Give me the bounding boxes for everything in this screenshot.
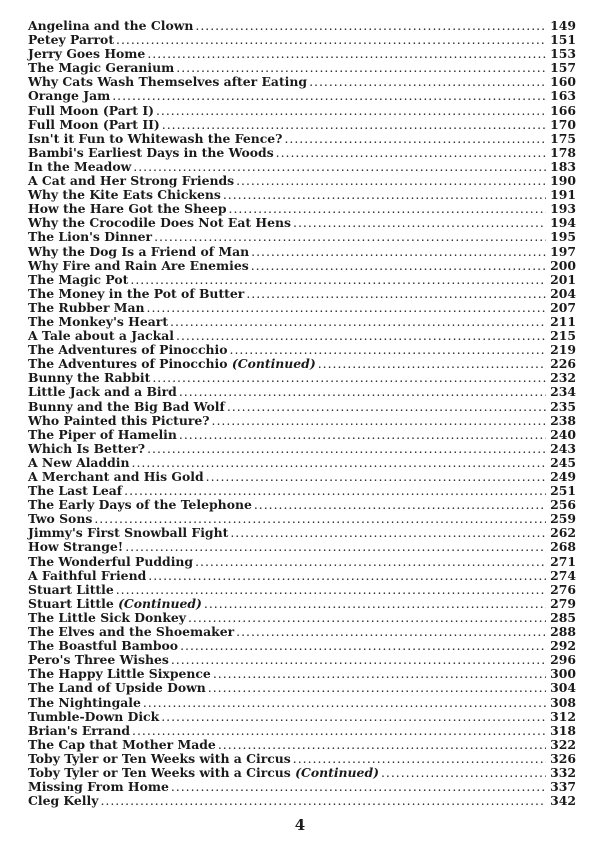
toc-entry bbox=[28, 639, 576, 653]
dot-leader bbox=[293, 216, 546, 230]
toc-entry-title-text: Jimmy's First Snowball Fight bbox=[28, 525, 229, 541]
toc-entry bbox=[28, 597, 576, 611]
toc-entry bbox=[28, 512, 576, 526]
dot-leader bbox=[179, 428, 546, 442]
toc-entry-page: 292 bbox=[550, 638, 576, 654]
dot-leader bbox=[246, 287, 546, 301]
toc-entry-title-text: The Lion's Dinner bbox=[28, 229, 153, 245]
toc-entry-title bbox=[28, 569, 146, 583]
toc-entry-title bbox=[28, 526, 228, 540]
toc-entry-page: 337 bbox=[550, 779, 576, 795]
toc-entry bbox=[28, 343, 576, 357]
toc-entry-title bbox=[28, 653, 169, 667]
toc-entry-title bbox=[28, 385, 177, 399]
toc-entry-title-text: The Rubber Man bbox=[28, 299, 145, 315]
toc-entry-title bbox=[28, 104, 154, 118]
toc-entry bbox=[28, 583, 576, 597]
toc-entry-page: 215 bbox=[550, 328, 576, 344]
dot-leader bbox=[230, 526, 546, 540]
toc-entry bbox=[28, 484, 576, 498]
toc-entry-title-text: A Merchant and His Gold bbox=[28, 469, 204, 484]
toc-entry-title bbox=[28, 414, 210, 428]
toc-entry-title-text: A Tale about a Jackal bbox=[28, 328, 174, 344]
dot-leader bbox=[254, 498, 546, 512]
toc-entry-title bbox=[28, 710, 159, 724]
toc-entry-title-text: Tumble-Down Dick bbox=[28, 708, 160, 724]
dot-leader bbox=[147, 47, 546, 61]
toc-entry-title-text: In the Meadow bbox=[28, 158, 132, 174]
toc-entry-title bbox=[28, 329, 174, 343]
dot-leader bbox=[206, 470, 546, 484]
toc-entry-page: 238 bbox=[550, 412, 576, 428]
toc-entry bbox=[28, 569, 576, 583]
dot-leader bbox=[195, 555, 546, 569]
toc-entry-title-text: Missing From Home bbox=[28, 779, 169, 795]
toc-entry-continued-note: (Continued) bbox=[295, 764, 379, 780]
dot-leader bbox=[381, 766, 546, 780]
dot-leader bbox=[94, 512, 546, 526]
toc-entry-title bbox=[28, 343, 228, 357]
toc-entry-title-text: The Boastful Bamboo bbox=[28, 638, 179, 654]
dot-leader bbox=[293, 752, 546, 766]
toc-entry-page: 240 bbox=[550, 426, 576, 442]
toc-entry-title bbox=[28, 484, 122, 498]
toc-entry-title-text: The Monkey's Heart bbox=[28, 313, 169, 329]
toc-entry-page: 204 bbox=[550, 285, 576, 301]
toc-entry-title bbox=[28, 625, 234, 639]
toc-entry-page: 194 bbox=[550, 215, 576, 231]
dot-leader bbox=[171, 780, 546, 794]
dot-leader bbox=[204, 597, 546, 611]
toc-entry-title-text: The Little Sick Donkey bbox=[28, 609, 186, 625]
toc-entry-title bbox=[28, 597, 202, 611]
dot-leader bbox=[132, 456, 546, 470]
toc-entry bbox=[28, 104, 576, 118]
toc-entry bbox=[28, 315, 576, 329]
toc-entry-title bbox=[28, 780, 169, 794]
toc-entry-title bbox=[28, 611, 186, 625]
toc-entry-title bbox=[28, 752, 291, 766]
toc-entry-title bbox=[28, 667, 211, 681]
dot-leader bbox=[125, 540, 546, 554]
dot-leader bbox=[218, 738, 546, 752]
toc-entry-title-text: The Last Leaf bbox=[28, 483, 123, 499]
page-number: 4 bbox=[294, 816, 306, 834]
toc-entry-continued-note: (Continued) bbox=[231, 356, 316, 372]
toc-entry-title bbox=[28, 357, 316, 371]
dot-leader bbox=[188, 611, 546, 625]
dot-leader bbox=[148, 569, 546, 583]
toc-entry-title-text: Jerry Goes Home bbox=[28, 46, 146, 62]
toc-entry bbox=[28, 259, 576, 273]
toc-entry-title bbox=[28, 47, 145, 61]
toc-entry-page: 326 bbox=[550, 750, 576, 766]
toc-entry-title-text: How the Hare Got the Sheep bbox=[28, 201, 227, 217]
toc-entry-page: 163 bbox=[550, 88, 576, 104]
toc-entry bbox=[28, 498, 576, 512]
toc-entry bbox=[28, 329, 576, 343]
toc-entry bbox=[28, 61, 576, 75]
dot-leader bbox=[180, 639, 546, 653]
toc-entry-page: 332 bbox=[550, 764, 576, 780]
toc-entry bbox=[28, 202, 576, 216]
toc-entry bbox=[28, 414, 576, 428]
toc-entry bbox=[28, 47, 576, 61]
toc-entry-title-text: Why Cats Wash Themselves after Eating bbox=[28, 74, 308, 90]
dot-leader bbox=[147, 442, 546, 456]
toc-entry bbox=[28, 357, 576, 371]
toc-entry-title bbox=[28, 696, 141, 710]
toc-entry-title-text: A Cat and Her Strong Friends bbox=[28, 173, 235, 189]
dot-leader bbox=[208, 681, 546, 695]
toc-entry-page: 288 bbox=[550, 624, 576, 640]
toc-entry-title bbox=[28, 61, 174, 75]
dot-leader bbox=[161, 710, 546, 724]
toc-entry-page: 166 bbox=[550, 102, 576, 118]
toc-entry-page: 157 bbox=[550, 60, 576, 76]
toc-entry-page: 274 bbox=[550, 567, 576, 583]
toc-entry-title-text: Pero's Three Wishes bbox=[28, 652, 169, 668]
toc-entry-title bbox=[28, 146, 274, 160]
toc-entry-page: 322 bbox=[550, 736, 576, 752]
dot-leader bbox=[251, 245, 546, 259]
toc-entry-title bbox=[28, 738, 216, 752]
toc-entry-page: 151 bbox=[550, 32, 576, 48]
toc-entry bbox=[28, 540, 576, 554]
toc-entry-title bbox=[28, 160, 131, 174]
toc-entry bbox=[28, 146, 576, 160]
toc-entry-page: 312 bbox=[550, 708, 576, 724]
toc-entry bbox=[28, 752, 576, 766]
dot-leader bbox=[162, 118, 546, 132]
toc-entry-page: 271 bbox=[550, 553, 576, 569]
toc-entry bbox=[28, 273, 576, 287]
toc-entry-page: 304 bbox=[550, 680, 576, 696]
toc-entry bbox=[28, 371, 576, 385]
dot-leader bbox=[251, 259, 546, 273]
toc-entry-title bbox=[28, 301, 145, 315]
toc-entry-title-text: Stuart Little bbox=[28, 581, 114, 597]
toc-entry-page: 234 bbox=[550, 384, 576, 400]
toc-entry bbox=[28, 428, 576, 442]
toc-entry-page: 149 bbox=[550, 18, 576, 33]
dot-leader bbox=[230, 343, 546, 357]
toc-entry bbox=[28, 301, 576, 315]
toc-entry-page: 249 bbox=[550, 469, 576, 484]
toc-entry-title bbox=[28, 540, 123, 554]
toc-entry-title-text: Full Moon (Part I) bbox=[28, 102, 154, 118]
dot-leader bbox=[236, 625, 546, 639]
toc-entry-title-text: The Happy Little Sixpence bbox=[28, 666, 211, 682]
toc-entry bbox=[28, 738, 576, 752]
toc-entry-title bbox=[28, 315, 168, 329]
dot-leader bbox=[309, 75, 546, 89]
toc-entry-title-text: The Early Days of the Telephone bbox=[28, 497, 252, 513]
toc-entry-title-text: The Money in the Pot of Butter bbox=[28, 285, 245, 301]
toc-entry-page: 279 bbox=[550, 595, 576, 611]
toc-entry-title-text: The Magic Pot bbox=[28, 271, 129, 287]
toc-entry-title bbox=[28, 555, 193, 569]
toc-entry-title-text: Why Fire and Rain Are Enemies bbox=[28, 257, 249, 273]
toc-entry bbox=[28, 160, 576, 174]
toc-entry-page: 296 bbox=[550, 652, 576, 668]
toc-entry-page: 160 bbox=[550, 74, 576, 90]
dot-leader bbox=[116, 583, 546, 597]
toc-entry-page: 207 bbox=[550, 299, 576, 315]
toc-entry-page: 232 bbox=[550, 370, 576, 386]
toc-entry bbox=[28, 794, 576, 808]
toc-entry bbox=[28, 724, 576, 738]
toc-entry-title-text: Isn't it Fun to Whitewash the Fence? bbox=[28, 130, 283, 146]
toc-entry bbox=[28, 442, 576, 456]
dot-leader bbox=[213, 667, 546, 681]
dot-leader bbox=[318, 357, 546, 371]
toc-entry-page: 191 bbox=[550, 187, 576, 203]
toc-entry bbox=[28, 132, 576, 146]
toc-entry-title bbox=[28, 245, 249, 259]
toc-entry-page: 170 bbox=[550, 116, 576, 132]
dot-leader bbox=[176, 329, 546, 343]
toc-entry-page: 190 bbox=[550, 173, 576, 189]
toc-entry-title-text: How Strange! bbox=[28, 539, 124, 555]
toc-entry-title bbox=[28, 75, 307, 89]
toc-entry-title bbox=[28, 132, 282, 146]
toc-entry-title bbox=[28, 428, 177, 442]
toc-entry-page: 256 bbox=[550, 497, 576, 513]
toc-entry-title bbox=[28, 794, 98, 808]
toc-entry-title bbox=[28, 470, 204, 484]
toc-entry-title-text: Stuart Little bbox=[28, 595, 114, 611]
dot-leader bbox=[124, 484, 546, 498]
toc-entry bbox=[28, 89, 576, 103]
toc-entry-page: 318 bbox=[550, 722, 576, 738]
toc-entry bbox=[28, 287, 576, 301]
toc-entry-title-text: Toby Tyler or Ten Weeks with a Circus bbox=[28, 764, 291, 780]
toc-entry-page: 268 bbox=[550, 539, 576, 555]
toc-entry-page: 262 bbox=[550, 525, 576, 541]
toc-entry-title-text: Bambi's Earliest Days in the Woods bbox=[28, 144, 274, 160]
toc-entry-title bbox=[28, 512, 92, 526]
toc-entry bbox=[28, 766, 576, 780]
toc-entry-title-text: The Adventures of Pinocchio bbox=[28, 342, 228, 358]
toc-entry-page: 193 bbox=[550, 201, 576, 217]
toc-entry-page: 245 bbox=[550, 454, 576, 470]
dot-leader bbox=[130, 273, 546, 287]
toc-entry-page: 195 bbox=[550, 229, 576, 245]
toc-entry-title bbox=[28, 498, 252, 512]
dot-leader bbox=[179, 385, 546, 399]
toc-entry bbox=[28, 400, 576, 414]
toc-entry-title-text: Which Is Better? bbox=[28, 440, 146, 456]
toc-entry-title-text: Who Painted this Picture? bbox=[28, 412, 210, 428]
toc-entry-continued-note: (Continued) bbox=[118, 595, 202, 611]
toc-entry-title bbox=[28, 19, 193, 33]
dot-leader bbox=[154, 230, 546, 244]
toc-entry-title bbox=[28, 766, 379, 780]
toc-entry-page: 200 bbox=[550, 257, 576, 273]
toc-entry bbox=[28, 625, 576, 639]
toc-entry-title bbox=[28, 400, 225, 414]
toc-entry-page: 251 bbox=[550, 483, 576, 499]
toc-entry bbox=[28, 681, 576, 695]
dot-leader bbox=[116, 33, 546, 47]
toc-entry-title-text: Full Moon (Part II) bbox=[28, 116, 160, 132]
dot-leader bbox=[229, 202, 546, 216]
toc-entry bbox=[28, 653, 576, 667]
toc-entry-title-text: Cleg Kelly bbox=[28, 793, 99, 809]
toc-entry-title bbox=[28, 456, 130, 470]
toc-entry-title bbox=[28, 118, 160, 132]
toc-entry-title bbox=[28, 216, 291, 230]
toc-entry bbox=[28, 611, 576, 625]
toc-entry-title bbox=[28, 371, 150, 385]
toc-entry-page: 153 bbox=[550, 46, 576, 62]
dot-leader bbox=[156, 104, 546, 118]
toc-entry-title bbox=[28, 273, 128, 287]
table-of-contents bbox=[28, 19, 576, 808]
toc-entry-page: 235 bbox=[550, 398, 576, 414]
dot-leader bbox=[284, 132, 546, 146]
toc-entry-page: 178 bbox=[550, 144, 576, 160]
toc-entry-title bbox=[28, 442, 145, 456]
toc-entry-title-text: Two Sons bbox=[28, 511, 93, 527]
toc-entry bbox=[28, 118, 576, 132]
toc-entry-page: 285 bbox=[550, 609, 576, 625]
toc-entry bbox=[28, 456, 576, 470]
toc-entry bbox=[28, 667, 576, 681]
toc-entry-title bbox=[28, 681, 206, 695]
toc-entry-title bbox=[28, 188, 221, 202]
toc-entry bbox=[28, 33, 576, 47]
toc-entry-title bbox=[28, 174, 234, 188]
toc-entry-page: 342 bbox=[550, 793, 576, 809]
toc-entry-title-text: Bunny and the Big Bad Wolf bbox=[28, 398, 225, 414]
toc-entry bbox=[28, 216, 576, 230]
toc-entry bbox=[28, 555, 576, 569]
toc-entry-title-text: Bunny the Rabbit bbox=[28, 370, 151, 386]
toc-entry bbox=[28, 696, 576, 710]
toc-entry-title-text: Angelina and the Clown bbox=[28, 18, 194, 33]
toc-entry-title-text: The Magic Geranium bbox=[28, 60, 175, 76]
toc-entry-title bbox=[28, 724, 130, 738]
toc-entry-title-text: Petey Parrot bbox=[28, 32, 115, 48]
toc-entry bbox=[28, 780, 576, 794]
toc-entry-title-text: Brian's Errand bbox=[28, 722, 131, 738]
toc-entry-title-text: The Nightingale bbox=[28, 694, 141, 710]
toc-entry-title-text: Little Jack and a Bird bbox=[28, 384, 177, 400]
dot-leader bbox=[176, 61, 546, 75]
toc-entry-title-text: Orange Jam bbox=[28, 88, 111, 104]
toc-entry bbox=[28, 710, 576, 724]
toc-entry bbox=[28, 230, 576, 244]
toc-entry-title-text: The Piper of Hamelin bbox=[28, 426, 177, 442]
dot-leader bbox=[133, 160, 546, 174]
dot-leader bbox=[147, 301, 546, 315]
dot-leader bbox=[223, 188, 546, 202]
toc-entry-page: 276 bbox=[550, 581, 576, 597]
toc-entry-title-text: The Land of Upside Down bbox=[28, 680, 206, 696]
toc-entry-page: 300 bbox=[550, 666, 576, 682]
toc-entry-title bbox=[28, 639, 178, 653]
toc-entry-title-text: The Adventures of Pinocchio bbox=[28, 356, 228, 372]
toc-entry-title-text: The Cap that Mother Made bbox=[28, 736, 216, 752]
dot-leader bbox=[236, 174, 546, 188]
toc-entry bbox=[28, 470, 576, 484]
toc-entry-title bbox=[28, 33, 114, 47]
dot-leader bbox=[212, 414, 546, 428]
toc-entry-page: 243 bbox=[550, 440, 576, 456]
dot-leader bbox=[132, 724, 546, 738]
toc-entry-page: 201 bbox=[550, 271, 576, 287]
toc-entry bbox=[28, 75, 576, 89]
toc-entry-title-text: Why the Crocodile Does Not Eat Hens bbox=[28, 215, 291, 231]
toc-entry-page: 308 bbox=[550, 694, 576, 710]
toc-entry bbox=[28, 188, 576, 202]
toc-entry-title-text: A New Aladdin bbox=[28, 454, 130, 470]
toc-entry-page: 226 bbox=[550, 356, 576, 372]
toc-entry-title-text: The Wonderful Pudding bbox=[28, 553, 194, 569]
toc-entry-title bbox=[28, 583, 114, 597]
toc-entry-title-text: Why the Kite Eats Chickens bbox=[28, 187, 221, 203]
toc-entry-title bbox=[28, 230, 152, 244]
toc-entry-title-text: Why the Dog Is a Friend of Man bbox=[28, 243, 250, 259]
dot-leader bbox=[100, 794, 546, 808]
toc-entry-title bbox=[28, 89, 110, 103]
dot-leader bbox=[170, 315, 546, 329]
toc-entry bbox=[28, 245, 576, 259]
dot-leader bbox=[152, 371, 546, 385]
toc-entry-title-text: The Elves and the Shoemaker bbox=[28, 624, 235, 640]
toc-entry bbox=[28, 526, 576, 540]
toc-entry-title bbox=[28, 259, 249, 273]
toc-entry-page: 175 bbox=[550, 130, 576, 146]
dot-leader bbox=[112, 89, 546, 103]
dot-leader bbox=[276, 146, 546, 160]
toc-entry-title bbox=[28, 287, 244, 301]
toc-entry-title-text: A Faithful Friend bbox=[28, 567, 147, 583]
dot-leader bbox=[143, 696, 546, 710]
toc-entry-title bbox=[28, 202, 227, 216]
toc-entry-page: 197 bbox=[550, 243, 576, 259]
toc-entry bbox=[28, 19, 576, 33]
dot-leader bbox=[195, 19, 546, 33]
toc-entry-page: 211 bbox=[550, 313, 576, 329]
dot-leader bbox=[171, 653, 546, 667]
toc-entry bbox=[28, 174, 576, 188]
toc-entry-page: 219 bbox=[550, 342, 576, 358]
dot-leader bbox=[227, 400, 546, 414]
toc-entry-page: 259 bbox=[550, 511, 576, 527]
toc-entry-page: 183 bbox=[550, 158, 576, 174]
toc-entry bbox=[28, 385, 576, 399]
toc-entry-title-text: Toby Tyler or Ten Weeks with a Circus bbox=[28, 750, 291, 766]
